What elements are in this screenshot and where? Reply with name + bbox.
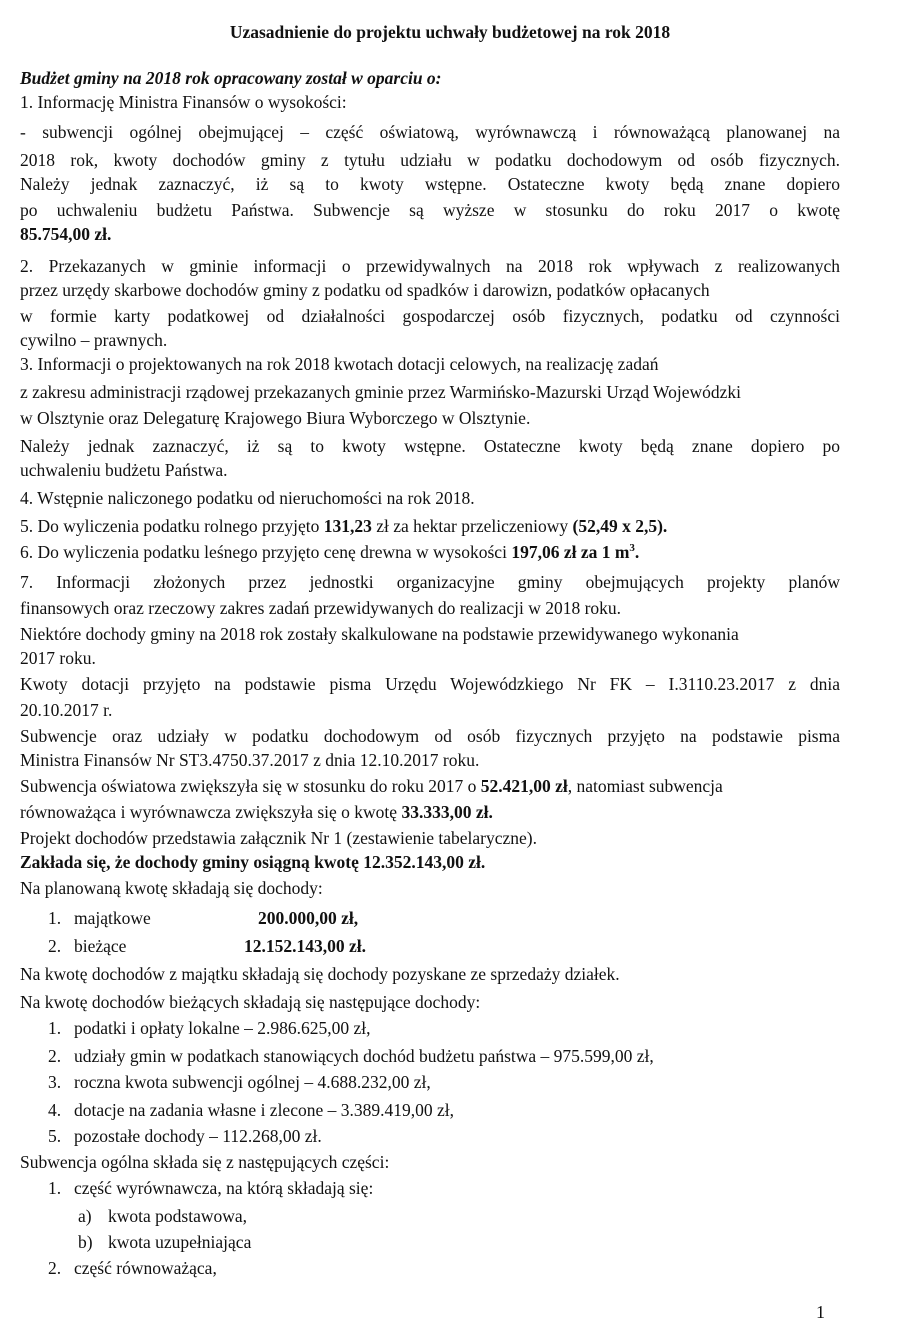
- amount-value: 12.152.143,00 zł.: [244, 936, 367, 956]
- body-line: Subwencja oświatowa zwiększyła się w stosunku do roku 2017 o 52.421,00 zł, natomiast subwencja: [20, 776, 723, 796]
- total-income-line: Zakłada się, że dochody gminy osiągną kwotę 12.352.143,00 zł.: [20, 852, 486, 872]
- p3-line: z zakresu administracji rządowej przekazanych gminie przez Warmińsko-Mazurski Urząd Wojewódzki: [20, 382, 742, 402]
- p1-heading: 1. Informację Ministra Finansów o wysokości:: [20, 92, 347, 112]
- body-line: Kwoty dotacji przyjęto na podstawie pisma Urzędu Wojewódzkiego Nr FK – I.3110.23.2017 z dnia: [20, 674, 840, 694]
- p1-line: po uchwaleniu budżetu Państwa. Subwencje są wyższe w stosunku do roku 2017 o kwotę: [20, 200, 840, 220]
- p2-line: w formie karty podatkowej od działalności gospodarczej osób fizycznych, podatku od czynności: [20, 306, 840, 326]
- p1-line: Należy jednak zaznaczyć, iż są to kwoty wstępne. Ostateczne kwoty będą znane dopiero: [20, 174, 840, 194]
- body-line: Na kwotę dochodów z majątku składają się dochody pozyskane ze sprzedaży działek.: [20, 964, 620, 984]
- p1-line: 2018 rok, kwoty dochodów gminy z tytułu udziału w podatku dochodowym od osób fizycznych.: [20, 150, 840, 170]
- p3-line: w Olsztynie oraz Delegaturę Krajowego Biura Wyborczego w Olsztynie.: [20, 408, 531, 428]
- amount-value: 200.000,00 zł,: [258, 908, 359, 928]
- page-number: 1: [816, 1302, 825, 1322]
- list-item: 2. część równoważąca,: [48, 1258, 217, 1278]
- p7-line: finansowych oraz rzeczowy zakres zadań przewidywanych do realizacji w 2018 roku.: [20, 598, 622, 618]
- p3-line: 3. Informacji o projektowanych na rok 2018 kwotach dotacji celowych, na realizację zadań: [20, 354, 659, 374]
- body-line: Na kwotę dochodów bieżących składają się następujące dochody:: [20, 992, 481, 1012]
- intro-heading: Budżet gminy na 2018 rok opracowany został w oparciu o:: [20, 68, 442, 88]
- sub-list-item: b) kwota uzupełniająca: [78, 1232, 252, 1252]
- p1-amount: 85.754,00 zł.: [20, 224, 112, 244]
- p1-line: - subwencji ogólnej obejmującej – część oświatową, wyrównawczą i równoważącą planowanej na: [20, 122, 840, 142]
- body-line: Niektóre dochody gminy na 2018 rok zostały skalkulowane na podstawie przewidywanego wykonania: [20, 624, 739, 644]
- p6-line: 6. Do wyliczenia podatku leśnego przyjęto cenę drewna w wysokości 197,06 zł za 1 $m^3$.: [20, 542, 640, 562]
- p3-line: Należy jednak zaznaczyć, iż są to kwoty wstępne. Ostateczne kwoty będą znane dopiero po: [20, 436, 840, 456]
- list-item: 2. udziały gmin w podatkach stanowiących dochód budżetu państwa – 975.599,00 zł,: [48, 1046, 654, 1066]
- list-item: 1. część wyrównawcza, na którą składają się:: [48, 1178, 374, 1198]
- list-item: 3. roczna kwota subwencji ogólnej – 4.688.232,00 zł,: [48, 1072, 431, 1092]
- p7-line: 7. Informacji złożonych przez jednostki organizacyjne gminy obejmujących projekty planów: [20, 572, 840, 592]
- body-line: równoważąca i wyrównawcza zwiększyła się o kwotę 33.333,00 zł.: [20, 802, 493, 822]
- body-line: 2017 roku.: [20, 648, 96, 668]
- body-line: Subwencje oraz udziały w podatku dochodowym od osób fizycznych przyjęto na podstawie pisma: [20, 726, 840, 746]
- list-item: 5. pozostałe dochody – 112.268,00 zł.: [48, 1126, 322, 1146]
- sub-list-item: a) kwota podstawowa,: [78, 1206, 248, 1226]
- p2-line: cywilno – prawnych.: [20, 330, 168, 350]
- list-item: 1. majątkowe 200.000,00 zł,: [48, 908, 359, 928]
- body-line: Na planowaną kwotę składają się dochody:: [20, 878, 323, 898]
- body-line: Subwencja ogólna składa się z następujących części:: [20, 1152, 390, 1172]
- list-item: 4. dotacje na zadania własne i zlecone – 3.389.419,00 zł,: [48, 1100, 454, 1120]
- p2-line: przez urzędy skarbowe dochodów gminy z podatku od spadków i darowizn, podatków opłacanych: [20, 280, 710, 300]
- p4-line: 4. Wstępnie naliczonego podatku od nieruchomości na rok 2018.: [20, 488, 475, 508]
- p2-line: 2. Przekazanych w gminie informacji o przewidywalnych na 2018 rok wpływach z realizowanych: [20, 256, 840, 276]
- body-line: Ministra Finansów Nr ST3.4750.37.2017 z dnia 12.10.2017 roku.: [20, 750, 480, 770]
- p5-line: 5. Do wyliczenia podatku rolnego przyjęto 131,23 zł za hektar przeliczeniowy (52,49 x 2,5).: [20, 516, 668, 536]
- list-item: 2. bieżące 12.152.143,00 zł.: [48, 936, 367, 956]
- page-title: Uzasadnienie do projektu uchwały budżetowej na rok 2018: [229, 22, 671, 42]
- body-line: Projekt dochodów przedstawia załącznik Nr 1 (zestawienie tabelaryczne).: [20, 828, 537, 848]
- p3-line: uchwaleniu budżetu Państwa.: [20, 460, 228, 480]
- body-line: 20.10.2017 r.: [20, 700, 113, 720]
- list-item: 1. podatki i opłaty lokalne – 2.986.625,00 zł,: [48, 1018, 371, 1038]
